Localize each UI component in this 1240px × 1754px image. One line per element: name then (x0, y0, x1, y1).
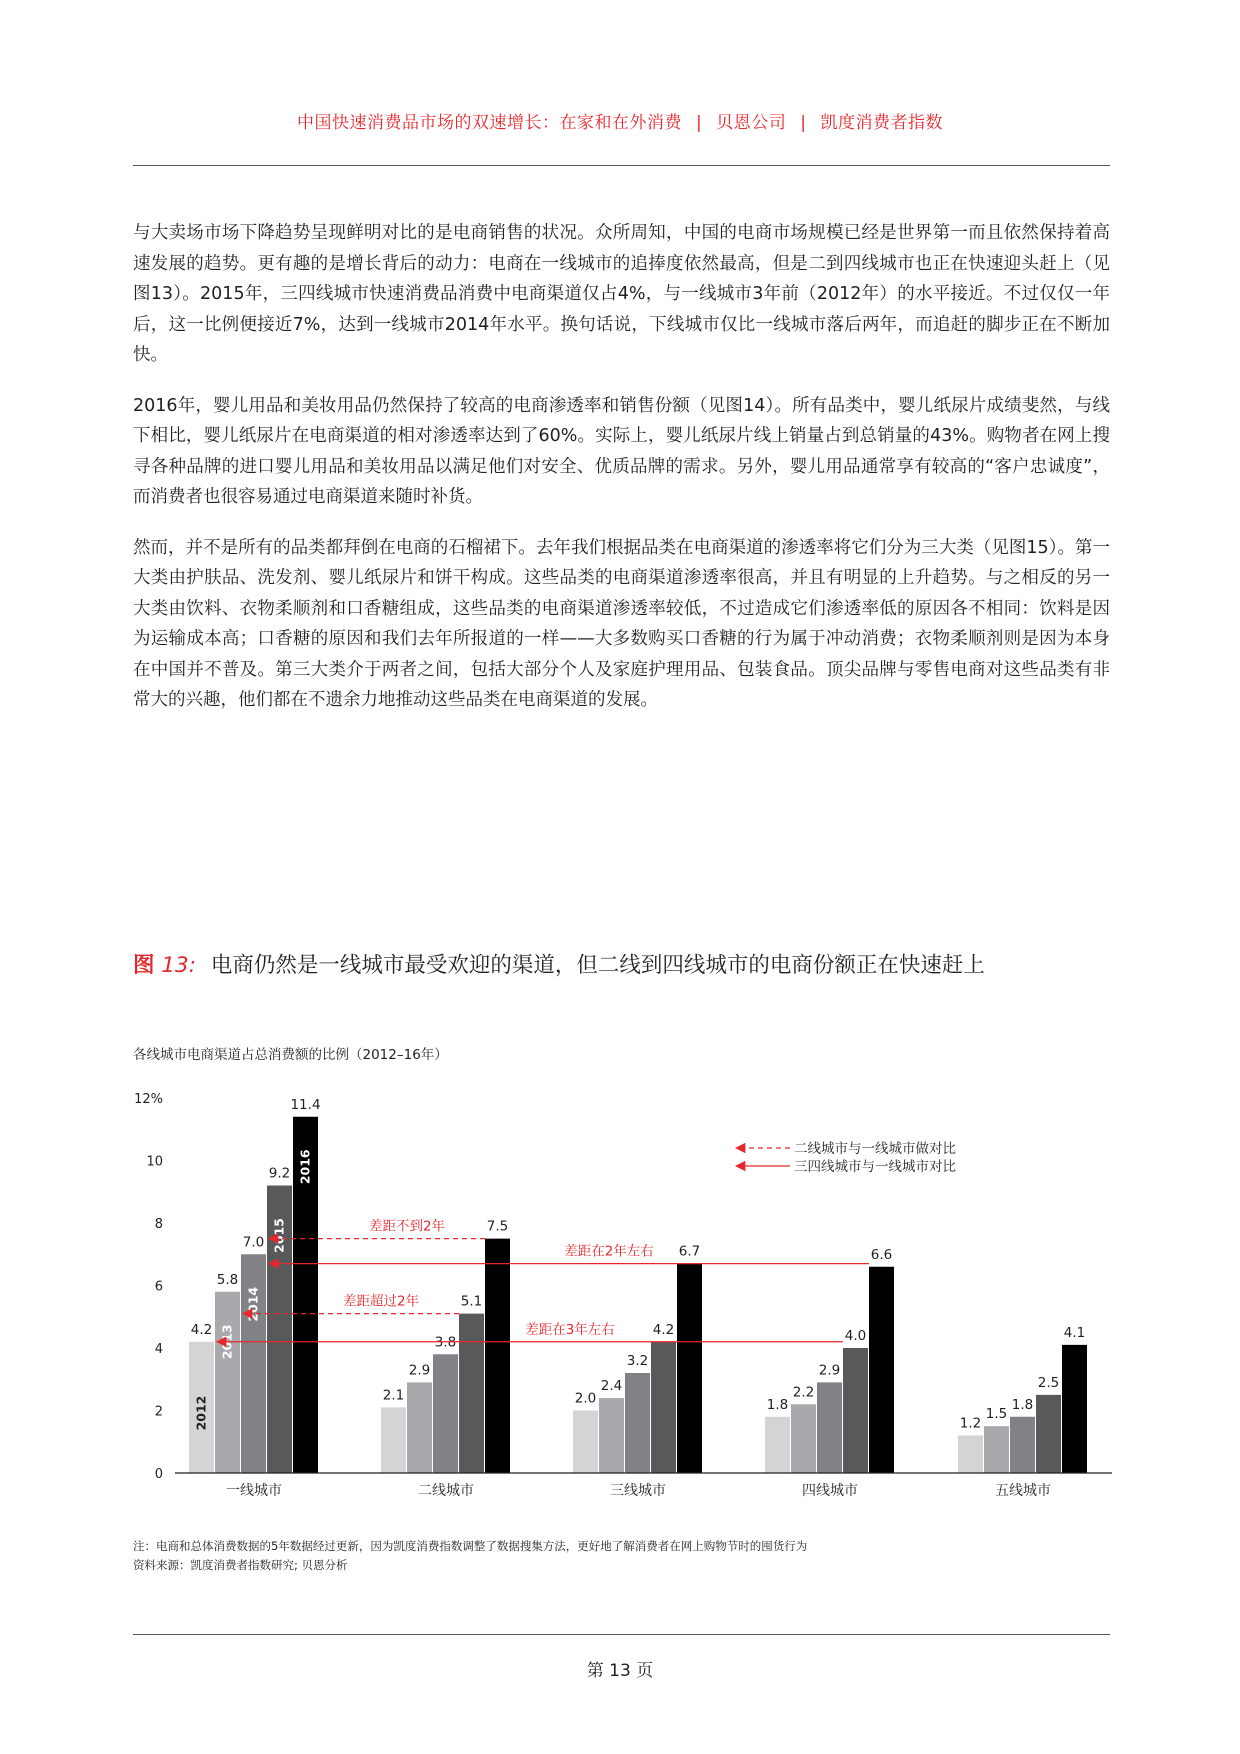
bar (791, 1404, 816, 1473)
data-label: 2.2 (792, 1384, 815, 1401)
data-label: 1.2 (959, 1415, 982, 1432)
data-label: 5.1 (460, 1293, 483, 1310)
y-tick-label: 6 (154, 1279, 163, 1295)
data-label: 7.5 (486, 1218, 509, 1235)
y-tick-label: 10 (146, 1154, 163, 1170)
x-tick-label: 二线城市 (418, 1483, 474, 1499)
bar (599, 1398, 624, 1473)
bar (984, 1426, 1009, 1473)
data-label: 9.2 (268, 1165, 291, 1182)
data-label: 4.0 (844, 1328, 867, 1344)
data-label: 5.8 (216, 1271, 239, 1288)
y-tick-label: 4 (154, 1342, 163, 1357)
data-label: 3.8 (434, 1334, 457, 1351)
bar (485, 1239, 510, 1473)
chart-notes (133, 1537, 807, 1575)
paragraph-2: 2016年，婴儿用品和美妆用品仍然保持了较高的电商渗透率和销售份额（见图14）。所有品类中，婴儿纸尿片成绩斐然，与线下相比，婴儿纸尿片在电商渠道的相对渗透率达到了60%。实际上，婴儿纸尿片线上销量占到总销量的43%。购物者在网上搜寻各种品牌的进口婴儿用品和美妆用品以满足他们对安全、优质品牌的需求。另外，婴儿用品通常享有较高的“客户忠诚度”，而消费者也很容易通过电商渠道来随时补货。 (133, 395, 1110, 507)
x-tick-label: 一线城市 (226, 1483, 282, 1499)
chart-subtitle: 各线城市电商渠道占总消费额的比例（2012–16年） (133, 1047, 448, 1063)
legend-label: 二线城市与一线城市做对比 (794, 1141, 956, 1157)
y-tick-label: 12% (134, 1092, 163, 1107)
bar (433, 1354, 458, 1473)
data-label: 2.9 (818, 1362, 841, 1379)
data-label: 2.5 (1037, 1374, 1060, 1391)
bar (573, 1411, 598, 1474)
bar (407, 1382, 432, 1473)
bar (651, 1342, 676, 1473)
data-label: 6.6 (870, 1246, 893, 1263)
bar (869, 1267, 894, 1473)
data-label: 4.2 (190, 1321, 213, 1338)
bar (215, 1292, 240, 1473)
data-label: 1.5 (985, 1406, 1008, 1423)
series-label: 2012 (193, 1395, 209, 1431)
data-label: 4.1 (1063, 1324, 1086, 1341)
figure-label: 图 (133, 953, 155, 978)
bar (958, 1436, 983, 1474)
y-tick-label: 0 (154, 1467, 163, 1482)
annotation-label: 差距超过2年 (342, 1293, 420, 1310)
y-tick-label: 8 (154, 1217, 163, 1232)
bar (843, 1348, 868, 1473)
header-partner: 凯度消费者指数 (820, 113, 943, 133)
data-label: 2.4 (600, 1378, 623, 1394)
source-text: 资料来源：凯度消费者指数研究; 贝恩分析 (133, 1558, 348, 1572)
annotation-label: 差距在3年左右 (525, 1321, 615, 1338)
data-label: 11.4 (290, 1096, 321, 1113)
header-separator: | (696, 113, 703, 133)
data-label: 1.8 (766, 1396, 789, 1413)
series-label: 2013 (219, 1324, 235, 1360)
header-title: 中国快速消费品市场的双速增长：在家和在外消费 (297, 113, 683, 133)
data-label: 2.0 (574, 1390, 597, 1407)
bar (625, 1373, 650, 1473)
header-separator-2: | (800, 113, 807, 133)
bar (459, 1314, 484, 1473)
data-label: 2.9 (408, 1362, 431, 1379)
figure-number: 13: (161, 953, 196, 978)
annotation-label: 差距在2年左右 (564, 1243, 654, 1260)
paragraph-3: 然而，并不是所有的品类都拜倒在电商的石榴裙下。去年我们根据品类在电商渠道的渗透率将它们分为三大类（见图15）。第一大类由护肤品、洗发剂、婴儿纸尿片和饼干构成。这些品类的电商渠道渗透率很高，并且有明显的上升趋势。与之相反的另一大类由饮料、衣物柔顺剂和口香糖组成，这些品类的电商渠道渗透率较低，不过造成它们渗透率低的原因各不相同：饮料是因为运输成本高；口香糖的原因和我们去年所报道的一样——大多数购买口香糖的行为属于冲动消费；衣物柔顺剂则是因为本身在中国并不普及。第三大类介于两者之间，包括大部分个人及家庭护理用品、包装食品。顶尖品牌与零售电商对这些品类有非常大的兴趣，他们都在不遗余力地推动这些品类在电商渠道的发展。 (133, 537, 1110, 710)
paragraph-1: 与大卖场市场下降趋势呈现鲜明对比的是电商销售的状况。众所周知，中国的电商市场规模已经是世界第一而且依然保持着高速发展的趋势。更有趣的是增长背后的动力：电商在一线城市的追捧度依然最高，但是二到四线城市也正在快速迎头赶上（见图13）。2015年，三四线城市快速消费品消费中电商渠道仅占4%，与一线城市3年前（2012年）的水平接近。不过仅仅一年后，这一比例便接近7%，达到一线城市2014年水平。换句话说，下线城市仅比一线城市落后两年，而追赶的脚步正在不断加快。 (133, 223, 1110, 365)
x-tick-label: 五线城市 (995, 1483, 1051, 1499)
annotation-label: 差距不到2年 (368, 1218, 446, 1235)
data-label: 4.2 (652, 1321, 675, 1338)
note-text: 注：电商和总体消费数据的5年数据经过更新，因为凯度消费指数调整了数据搜集方法，更好地了解消费者在网上购物节时的囤货行为 (133, 1539, 808, 1553)
bar (677, 1264, 702, 1473)
footer-rule (133, 1634, 1110, 1635)
data-label: 1.8 (1011, 1396, 1034, 1413)
bar (765, 1417, 790, 1473)
x-tick-label: 三线城市 (610, 1483, 666, 1499)
bar (1036, 1395, 1061, 1473)
bar (1010, 1417, 1035, 1473)
bar (381, 1407, 406, 1473)
series-label: 2014 (245, 1286, 261, 1322)
data-label: 6.7 (678, 1243, 701, 1260)
legend-label: 三四线城市与一线城市对比 (794, 1159, 956, 1175)
series-label: 2016 (297, 1149, 313, 1185)
bar (1062, 1345, 1087, 1473)
data-label: 2.1 (382, 1387, 405, 1404)
data-label: 7.0 (242, 1234, 265, 1251)
header-company: 贝恩公司 (716, 113, 787, 133)
y-tick-label: 2 (154, 1404, 163, 1420)
figure-caption: 电商仍然是一线城市最受欢迎的渠道，但二线到四线城市的电商份额正在快速赶上 (210, 953, 985, 978)
bar (817, 1382, 842, 1473)
data-label: 3.2 (626, 1353, 649, 1369)
x-tick-label: 四线城市 (802, 1483, 858, 1499)
page-number: 第 13 页 (586, 1661, 654, 1681)
series-label: 2015 (271, 1218, 287, 1253)
